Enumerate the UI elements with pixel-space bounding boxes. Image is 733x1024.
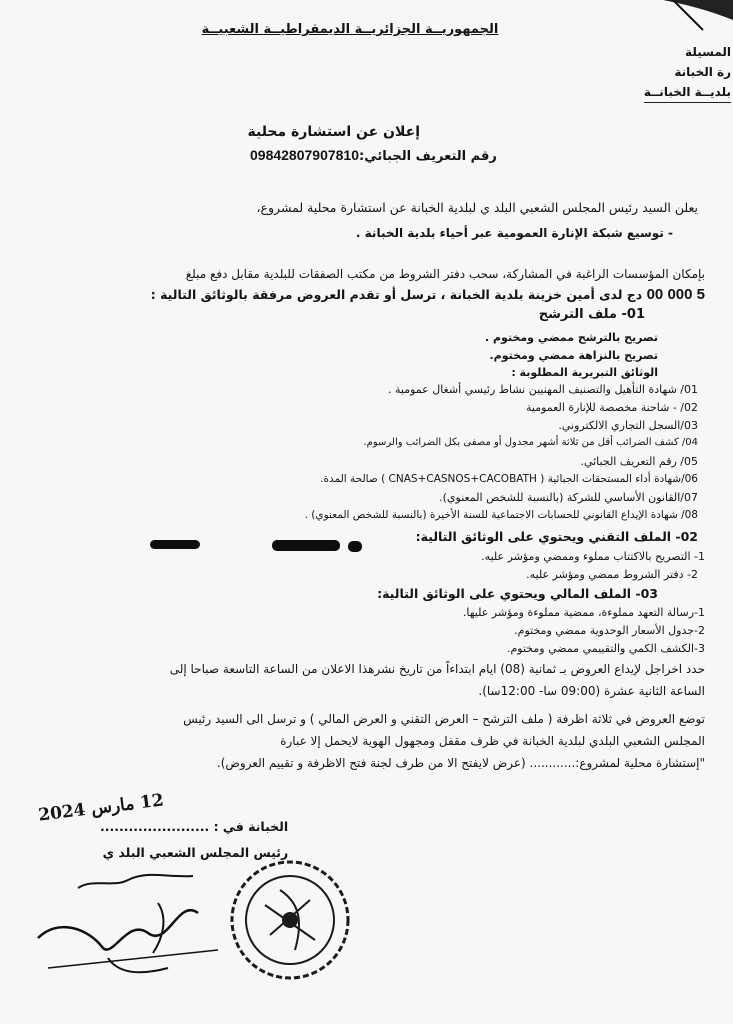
- place-date-label: الخبانة في : .......................: [100, 819, 289, 834]
- submission-line-1: توضع العروض في ثلاثة اظرفة ( ملف الترشح – العرض التقني و العرض المالي ) و ترسل الى السيد رئيس: [183, 712, 705, 726]
- wilaya-label: المسيلة: [685, 45, 731, 59]
- doc-item-5: 05/ رقم التعريف الجبائي.: [580, 455, 698, 468]
- deadline-line-1: حدد اخراجل لإيداع العروض بـ ثمانية (08) ايام ابتداءاً من تاريخ نشرهذا الاعلان من الساعة التاسعة صباحا إلى: [169, 662, 705, 676]
- docs-heading: الوثائق التبريرية المطلوبة :: [511, 366, 658, 379]
- section3-heading: 03- الملف المالي ويحتوي على الوثائق التالية:: [377, 586, 658, 601]
- doc-item-6: 06/شهادة أداء المستحقات الجبائية ( CNAS+CASNOS+CACOBATH ) صالحة المدة.: [320, 473, 698, 485]
- fiscal-id-value: 09842807907810: [250, 147, 360, 163]
- project-title: - توسيع شبكة الإنارة العمومية عبر أحياء بلدية الخبانة .: [355, 226, 673, 240]
- participation-line-2: دج لدى أمين خزينة بلدية الخبانة ، ترسل أو تقدم العروض مرفقة بالوثائق التالية :: [150, 287, 643, 302]
- deadline-line-2: الساعة الثانية عشرة (09:00 سا- 12:00سا).: [478, 684, 705, 698]
- intro-line: يعلن السيد رئيس المجلس الشعبي البلد ي لبلدية الخبانة عن استشارة محلية لمشروع،: [256, 200, 698, 215]
- redaction-mark: [348, 541, 362, 552]
- republic-header: الجمهوريــة الجزائريــة الديمقراطيــة الشعبيــة: [201, 22, 499, 37]
- section3-item-1: 1-رسالة التعهد مملوءة، ممضية مملوءة ومؤشر عليها.: [462, 606, 705, 619]
- section1-item-1: تصريح بالترشح ممضي ومختوم .: [484, 331, 658, 344]
- section2-item-1: 1- التصريح بالاكتتاب مملوء وممضي ومؤشر عليه.: [481, 550, 705, 563]
- signatory-title: رئيس المجلس الشعبي البلد ي: [102, 845, 289, 860]
- daira-label: رة الخبانة: [674, 65, 731, 79]
- handwritten-signature: [18, 858, 238, 988]
- doc-item-1: 01/ شهادة التأهيل والتصنيف المهنيين نشاط رئيسي أشغال عمومية .: [388, 383, 698, 396]
- announcement-title: إعلان عن استشارة محلية: [247, 124, 420, 140]
- participation-line: بإمكان المؤسسات الراغبة في المشاركة، سحب دفتر الشروط من مكتب الصفقات للبلدية مقابل دفع مبلغ: [185, 267, 705, 281]
- section2-heading: 02- الملف التقني ويحتوي على الوثائق التالية:: [415, 529, 698, 544]
- official-seal: [225, 855, 355, 985]
- section1-item-2: تصريح بالنزاهة ممضي ومختوم.: [489, 349, 658, 362]
- handwritten-date: 12 مارس 2024: [37, 790, 165, 826]
- amount-value: 5 000 00: [646, 286, 705, 303]
- redaction-mark: [272, 540, 340, 551]
- baladiya-label: بلديــة الخبانــة: [644, 82, 731, 103]
- participation-amount-line: [140, 286, 705, 303]
- section3-item-2: 2-جدول الأسعار الوحدوية ممضي ومختوم.: [514, 624, 705, 637]
- doc-item-8: 08/ شهادة الإيداع القانوني للحسابات الاجتماعية للسنة الأخيرة (بالنسبة للشخص المعنوي) .: [304, 509, 698, 521]
- doc-item-3: 03/السجل التجاري الالكتروني.: [558, 419, 698, 432]
- issuer-block: [631, 42, 731, 103]
- submission-line-2: المجلس الشعبي البلدي لبلدية الخبانة في ظرف مقفل ومجهول الهوية لايحمل إلا عبارة: [280, 734, 705, 748]
- doc-item-4: 04/ كشف الضرائب أقل من ثلاثة أشهر مجدول أو مصفى بكل الضرائب والرسوم.: [363, 437, 698, 448]
- fiscal-id-line: [250, 147, 497, 164]
- fiscal-id-label: رقم التعريف الجبائي:: [359, 149, 497, 164]
- doc-item-7: 07/القانون الأساسي للشركة (بالنسبة للشخص المعنوي).: [439, 491, 698, 504]
- section2-item-2: 2- دفتر الشروط ممضي ومؤشر عليه.: [526, 568, 698, 581]
- redaction-mark: [150, 540, 200, 549]
- section3-item-3: 3-الكشف الكمي والتقييمي ممضي ومختوم.: [507, 642, 705, 655]
- submission-line-3: "إستشارة محلية لمشروع:............ (عرض لايفتح الا من طرف لجنة فتح الاظرفة و تقييم العروض).: [216, 756, 705, 770]
- section1-heading: 01- ملف الترشح: [538, 307, 645, 322]
- doc-item-2: 02/ - شاحنة مخصصة للإنارة العمومية: [526, 401, 698, 414]
